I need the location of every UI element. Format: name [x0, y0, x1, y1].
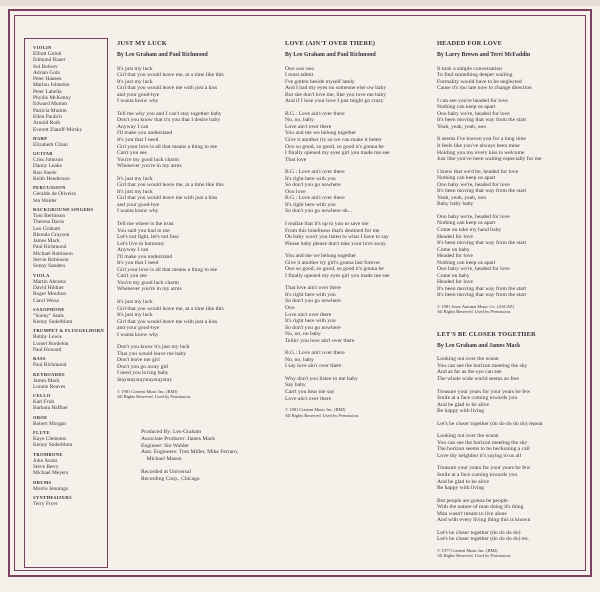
song-byline: By Leo Graham and James Mack — [437, 342, 521, 349]
credit-name: Ellen Paulich — [33, 113, 62, 120]
credit-name: Peter Hansen — [33, 76, 62, 83]
song-title: LET'S BE CLOSER TOGETHER — [437, 330, 536, 338]
lyric-stanza: Let's be closer together (do do do do) Let's be closer together (do do do do) etc. — [437, 529, 530, 543]
musician-credits-box — [24, 38, 108, 568]
credit-role: HARP — [33, 135, 48, 141]
credit-name: Kenny Soderblom — [33, 442, 73, 449]
paper-edge — [0, 0, 600, 6]
song-byline: By Larry Brown and Terri McFaddin — [437, 52, 531, 58]
song-title: LOVE (AIN'T OVER THERE) — [285, 40, 376, 47]
credit-role: BASS — [33, 356, 46, 362]
credit-name: Morris Jennings — [33, 485, 68, 492]
song-title: HEADED FOR LOVE — [437, 40, 503, 47]
credit-name: Paul Richmond — [33, 244, 67, 251]
credit-name: Danny Leake — [33, 163, 62, 170]
lyric-stanza: It's just my luck Girl that you would leave me, at a time like this It's just my luck Girl that you would leave me with just a kiss and your good-bye I wanta know why — [117, 299, 224, 338]
credit-role: CELLO — [33, 393, 51, 399]
lyric-stanza: B.G.: Love ain't over there It's right here with you So don't you go nowhere Ooo love B.G.: Love ain't over there It's right here with you So don't you go nowhere oh... — [285, 169, 352, 215]
credit-name: Peter Labella — [33, 88, 62, 95]
credit-name: James Mack — [33, 377, 60, 384]
credit-role: GUITAR — [33, 151, 53, 157]
credit-name: John Avant — [33, 457, 58, 464]
credit-role: VIOLA — [33, 272, 50, 278]
credit-name: David Hildner — [33, 284, 64, 291]
credit-role: DRUMS — [33, 479, 52, 485]
lyric-stanza: Looking out over the ocean You can see the horizon meeting the sky And as far as the eye can see The whole wide world seems so free — [437, 356, 528, 382]
lyric-stanza: I can see you're headed for love Nothing can keep us apart Ooo baby we're, headed for love It's been moving that way from the start Yeah, yeah, yeah, ooo — [437, 97, 527, 130]
credit-name: Steve Berry — [33, 463, 59, 470]
lyric-stanza: Let's be closer together (do do do do do) repeat — [437, 420, 543, 427]
credit-name: Marlou Johnston — [33, 82, 70, 89]
credit-name: Bobby Lewis — [33, 334, 62, 341]
credit-role: VIOLIN — [33, 45, 52, 50]
credit-name: Paul Richmond — [33, 362, 67, 369]
lyric-stanza: I realize that it's up to you to save me From this loneliness that's destined for me Oh baby won't you listen to what I have to say Please baby please don't take your love away — [285, 220, 389, 247]
column-just-my-luck — [117, 40, 263, 560]
production-credits: Produced By: Leo Graham Associate Producer: James Mack Engineer: Stu Walder Asst. Engineers: Tom Miller, Mike Ferraro, Michael Mason Recorded at Universal Recording Corp., Chicago — [141, 429, 239, 482]
song-lets-be-closer-together — [437, 331, 585, 559]
song-lyrics — [437, 66, 585, 300]
credit-name: Terry Fryer — [33, 500, 58, 507]
song-byline: By Leo Graham and Paul Richmond — [285, 52, 376, 58]
column-headed-for-love — [437, 40, 585, 570]
lyric-stanza: That love ain't over there It's right here with you So don't you go nowhere Ooo Love ain't over there It's right here with you So don't you go nowhere No, no, no baby Tellin' you love ain't over there — [285, 285, 355, 344]
credit-name: Rhonda Grayson — [33, 231, 70, 238]
credit-name: "Sonny" Seals — [33, 312, 64, 319]
credit-name: Phyllis McKenny — [33, 95, 71, 102]
lyric-stanza: Don't you know it's just my luck That you would leave me baby Don't leave me girl Don't you go away girl I need you loving baby Staystaystaystaystaystay — [117, 344, 190, 384]
lyric-stanza: It's just my luck Girl that you would leave me, at a time like this It's just my luck Girl that you would leave me with just a kiss and your good-bye I wanta know why — [117, 175, 224, 215]
lyric-stanza: Treasure your years for your years be few Smile at a face coming towards you And be glad to be alive Be happy with living — [437, 465, 531, 492]
lyric-stanza: It's just my luck Girl that you would leave me, at a time like this It's just my luck Girl that you would leave me with just a kiss and your good-bye I wanta know why — [117, 65, 224, 105]
credit-name: Robert Morgan — [33, 420, 66, 427]
credit-role: PERCUSSION — [33, 185, 66, 191]
credit-name: Everett Zlatoff-Mirsky — [33, 126, 83, 133]
song-lyrics — [117, 66, 263, 384]
credit-name: Theresa Davis — [33, 219, 64, 226]
song-byline: By Leo Graham and Paul Richmond — [117, 52, 208, 58]
credit-name: Geraldo de Oliveira — [33, 191, 76, 198]
credit-name: Barbara Haffner — [33, 405, 69, 412]
credit-role: BACKGROUND SINGERS — [33, 206, 94, 212]
credit-role: SAXOPHONE — [33, 306, 65, 312]
lyric-stanza: I knew that we'd be, headed for love Nothing can keep us apart Ooo baby we're, headed for love It's been moving that way from the start Yeah, yeah, yeah, ooo Baby baby baby — [437, 168, 527, 208]
credit-name: Lonnie Reaves — [33, 383, 66, 390]
credit-name: Elizabeth Cilani — [33, 141, 68, 148]
credit-name: Sol Bobrov — [33, 63, 58, 70]
lyric-stanza: Ooo baby we're, headed for love Nothing can keep us apart Come on take my hand baby Headed for love It's been moving that way from the start Come on baby Headed for love Nothing can keep us apart Ooo baby we're, headed for love Come on baby Headed for love It's been moving that way from the start It's been moving that way from the start — [437, 213, 527, 299]
song-title: JUST MY LUCK — [117, 40, 167, 47]
credit-role: TRUMPET & FLUEGELHORN — [33, 328, 105, 334]
credit-name: Kenny Soderblom — [33, 319, 73, 326]
lyric-stanza: It took a simple conversation To find something deeper waiting Formality would have to be neglected Cause it's too late now to change direction — [437, 65, 532, 92]
credit-name: Roger Moulton — [33, 291, 67, 298]
lyric-stanza: But people are gonna be people With the nature of man doing it's thing Man wasn't meant to live alone And with every living thing this is known — [437, 497, 531, 524]
lyric-stanza: You and me we belong together Give it another try girl's gonna last forever Ooo so good, so good, so good it's gonna be I finally opened my eyes girl you made me see — [285, 253, 390, 279]
lyric-stanza: Why don't you listen to me baby Say baby Can't you hear me say Love ain't over there — [285, 375, 358, 402]
credit-name: Stevie Robinson — [33, 257, 69, 264]
credit-name: Toni Berlinson — [33, 212, 66, 219]
credit-name: Karl Fruh — [33, 399, 55, 406]
lyric-stanza: Looking out over the ocean You can see the horizon meeting the sky The horizon seems to be beckoning a call Love thy neighbor it's saying to us all — [437, 433, 530, 459]
song-copyright: © 1981 Content Music Inc. (BMI) All Rights Reserved. Used by Permission. — [117, 388, 192, 399]
credit-name: Carol Weiss — [33, 297, 59, 304]
song-lyrics — [437, 356, 585, 543]
lyric-stanza: B.G.: Love ain't over there No, no, baby I say love ain't over there — [285, 350, 345, 370]
credit-name: Sonny Sanders — [33, 263, 66, 270]
credit-name: Lionel Bordelon — [33, 340, 69, 347]
lyric-stanza: B.G.: Love ain't over there No, no, baby Love ain't over there You and me we belong together Give it another try so we can make it better Ooo so good, so good, so good it's gonna be I finally opened my eyes girl you made me see That love — [285, 110, 390, 163]
credit-name: Ron Steele — [33, 169, 57, 176]
credit-name: Edmund Bauer — [33, 57, 66, 64]
credit-name: Stu Walder — [33, 197, 57, 204]
song-copyright: © 1981 Content Music Inc. (BMI) All Rights Reserved. Used by Permission. — [285, 407, 360, 418]
lyric-stanza: Tell me where is the trust You said you had in me Let's not fight, let's not fuss Let's live in harmony Anyway I can I'll make you understand It's you that I need Girl your love is all that means a thing to me Can't you see You're my good luck charm Whenever you're in my arms — [117, 220, 218, 293]
credit-role: FLUTE — [33, 430, 50, 436]
credit-name: Leo Graham — [33, 225, 61, 232]
lyric-stanza: Treasure your years for your years be few Smile at a face coming towards you And be glad to be alive Be happy with living — [437, 388, 531, 415]
credit-name: Elliott Golub — [33, 51, 62, 57]
credit-name: Patricia Mumm — [33, 107, 67, 114]
credit-role: KEYBOARDS — [33, 371, 65, 377]
credit-name: Criss Johnson — [33, 157, 64, 164]
song-copyright: © 1977 Content Music Inc. (BMI) All Rights Reserved. Used by Permission. — [437, 547, 512, 559]
credit-name: Kaye Clements — [33, 436, 67, 443]
credit-role: TROMBONE — [33, 451, 63, 457]
credit-name: Adrian Gola — [33, 69, 60, 76]
credit-role: OBOE — [33, 414, 48, 420]
credit-name: Keith Henderson — [33, 176, 70, 183]
credit-name: Michael Robinson — [33, 250, 73, 257]
lyric-stanza: It seems I've known you for a long time It feels like you've always been mine Holding you my every kiss is welcome Just like you've been waiting especially for me — [437, 136, 542, 163]
song-copyright: © 1981 Josey Autumn Music Co. (ASCAP) All Rights Reserved. Used by Permission. — [437, 304, 514, 315]
lyric-stanza: Tell me why you and I can't stay together baby Don't you know that it's you that I desire baby Anyway I can I'll make you understand It's you that I need Girl your love is all that means a thing to me Can't you see You're my good luck charm Whenever you're in my arms — [117, 110, 222, 170]
credit-name: Arnold Roth — [33, 120, 61, 127]
song-lyrics — [285, 66, 431, 403]
column-love-aint-over-there — [285, 40, 431, 560]
credit-role: SYNTHESIZERS — [33, 494, 72, 500]
credit-name: James Mack — [33, 238, 60, 245]
credit-name: Paul Howard — [33, 346, 62, 353]
credit-name: Martin Abrams — [33, 278, 66, 285]
lyric-stanza: Ooo ooo ooo I must admit I've gotten beside myself lately And I had my eyes on someone else ow baby But she don't love me, like you love me baby And if I lose your love I just might go crazy — [285, 65, 387, 105]
credit-name: Michael Meyers — [33, 470, 69, 477]
credit-name: Edward Mumm — [33, 101, 67, 108]
